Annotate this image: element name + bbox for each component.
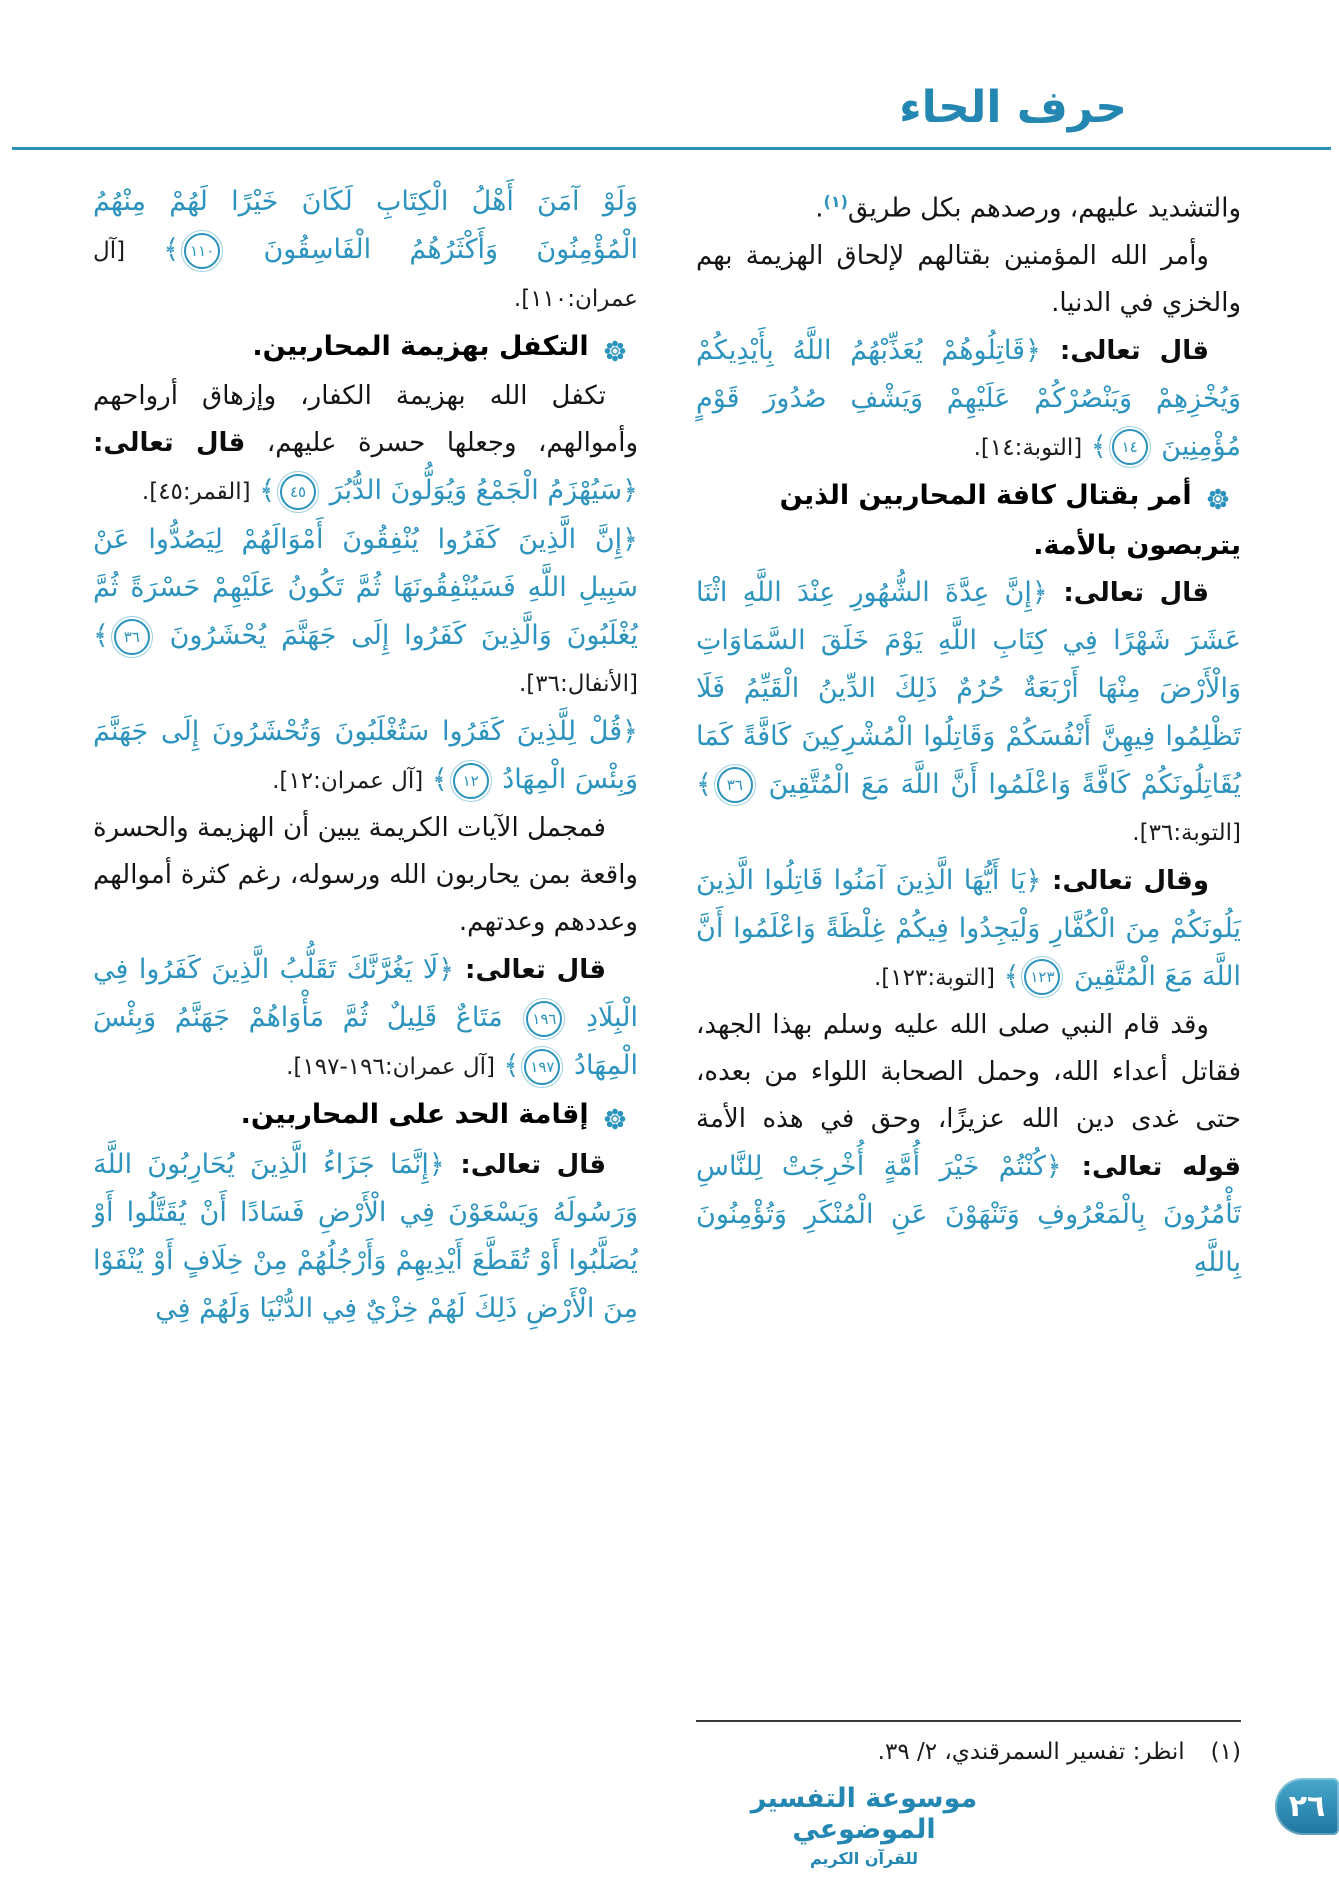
quran-text: ﴿كُنْتُمْ خَيْرَ أُمَّةٍ أُخْرِجَتْ لِلنَّاسِ تَأْمُرُونَ بِالْمَعْرُوفِ وَتَنْهَوْنَ عَنِ الْمُنْكَرِ وَتُؤْمِنُونَ بِاللَّهِ bbox=[696, 1150, 1241, 1278]
quran-text: ﴾ bbox=[250, 475, 276, 506]
prose-text: . bbox=[815, 193, 824, 224]
page-number: ٢٦ bbox=[1288, 1789, 1326, 1824]
page-content bbox=[93, 178, 1241, 1770]
verse-reference: [الأنفال:٣٦]. bbox=[519, 671, 638, 697]
heading-text: التكفل بهزيمة المحاربين. bbox=[252, 331, 598, 362]
body-paragraph bbox=[696, 857, 1241, 1002]
footnote-number: (١) bbox=[1210, 1739, 1241, 1765]
quran-text: ﴿سَيُهْزَمُ الْجَمْعُ وَيُوَلُّونَ الدُّبُرَ bbox=[321, 475, 638, 506]
chapter-title: حرف الحاء bbox=[899, 82, 1127, 133]
column-right-paragraphs bbox=[696, 178, 1241, 1287]
column-right bbox=[696, 178, 1241, 1770]
quran-text: ﴿قُلْ لِلَّذِينَ كَفَرُوا سَتُغْلَبُونَ وَتُحْشَرُونَ إِلَى جَهَنَّمَ وَبِئْسَ الْمِهَادُ bbox=[93, 716, 638, 795]
quran-text: ﴿إِنَّ عِدَّةَ الشُّهُورِ عِنْدَ اللَّهِ اثْنَا عَشَرَ شَهْرًا فِي كِتَابِ اللَّهِ يَوْمَ خَلَقَ السَّمَاوَاتِ وَالْأَرْضَ مِنْهَا أَرْبَعَةٌ حُرُمٌ ذَلِكَ الدِّينُ الْقَيِّمُ فَلَا تَظْلِمُوا فِيهِنَّ أَنْفُسَكُمْ وَقَاتِلُوا الْمُشْرِكِينَ كَافَّةً كَمَا يُقَاتِلُونَكُمْ كَافَّةً وَاعْلَمُوا أَنَّ اللَّهَ مَعَ الْمُتَّقِينَ bbox=[696, 576, 1241, 800]
quran-text: ﴾ bbox=[494, 1050, 520, 1081]
body-paragraph bbox=[93, 373, 638, 516]
quran-verse-paragraph bbox=[93, 516, 638, 708]
flower-ornament-icon bbox=[604, 1094, 632, 1141]
bold-text: قال تعالى: bbox=[93, 428, 246, 458]
body-paragraph bbox=[696, 569, 1241, 857]
ayah-number-medallion: ١٢ bbox=[453, 763, 489, 799]
logo-title: موسوعة التفسير الموضوعي bbox=[750, 1783, 978, 1845]
header-divider bbox=[12, 147, 1331, 150]
column-left bbox=[93, 178, 638, 1770]
prose-text: وأمر الله المؤمنين بقتالهم لإلحاق الهزيمة بهم والخزي في الدنيا. bbox=[696, 240, 1241, 318]
verse-reference: [التوبة:٣٦]. bbox=[1132, 819, 1241, 846]
body-paragraph bbox=[696, 233, 1241, 327]
prose-text: تكفل الله بهزيمة الكفار، وإزهاق أرواحهم وأموالهم، وجعلها حسرة عليهم، bbox=[93, 381, 638, 458]
verse-reference: [آل عمران:١٩٦-١٩٧]. bbox=[286, 1054, 495, 1080]
quran-text: ﴿إِنَّ الَّذِينَ كَفَرُوا يُنْفِقُونَ أَمْوَالَهُمْ لِيَصُدُّوا عَنْ سَبِيلِ اللَّهِ فَسَيُنْفِقُونَهَا ثُمَّ تَكُونُ عَلَيْهِمْ حَسْرَةً ثُمَّ يُغْلَبُونَ وَالَّذِينَ كَفَرُوا إِلَى جَهَنَّمَ يُحْشَرُونَ bbox=[93, 524, 638, 651]
quran-text: ﴿يَا أَيُّهَا الَّذِينَ آمَنُوا قَاتِلُوا الَّذِينَ يَلُونَكُمْ مِنَ الْكُفَّارِ وَلْيَجِدُوا فِيكُمْ غِلْظَةً وَاعْلَمُوا أَنَّ اللَّهَ مَعَ الْمُتَّقِينَ bbox=[696, 864, 1241, 992]
ayah-number-medallion: ١٤ bbox=[1112, 429, 1148, 465]
footnote-marker: (١) bbox=[823, 192, 848, 211]
quran-text: مَتَاعٌ قَلِيلٌ ثُمَّ مَأْوَاهُمْ جَهَنَّمُ وَبِئْسَ الْمِهَادُ bbox=[93, 1002, 638, 1081]
body-paragraph bbox=[696, 327, 1241, 472]
footnote-divider bbox=[696, 1720, 1241, 1722]
prose-text: والتشديد عليهم، ورصدهم بكل طريق bbox=[847, 193, 1241, 224]
verse-reference: [آل عمران:١١٠]. bbox=[93, 238, 638, 312]
section-heading bbox=[93, 1091, 638, 1141]
bold-text: قال تعالى: bbox=[444, 1150, 606, 1180]
quran-text: ﴾ bbox=[125, 234, 180, 265]
quran-text: ﴾ bbox=[696, 768, 712, 800]
quran-verse-paragraph bbox=[93, 708, 638, 805]
publisher-logo bbox=[724, 1783, 1004, 1868]
verse-reference: [آل عمران:١٢]. bbox=[272, 768, 424, 794]
bold-text: قوله تعالى: bbox=[1061, 1151, 1242, 1182]
bold-text: قال تعالى: bbox=[454, 955, 606, 985]
body-paragraph bbox=[93, 946, 638, 1091]
quran-text: ﴾ bbox=[423, 764, 448, 795]
bold-text: قال تعالى: bbox=[1040, 335, 1209, 366]
footnote-body: انظر: تفسير السمرقندي، ٢/ ٣٩. bbox=[877, 1739, 1185, 1765]
ayah-number-medallion: ٤٥ bbox=[280, 474, 316, 510]
quran-text: وَلَوْ آمَنَ أَهْلُ الْكِتَابِ لَكَانَ خَيْرًا لَهُمْ مِنْهُمُ الْمُؤْمِنُونَ وَأَكْثَرُهُمُ الْفَاسِقُونَ bbox=[93, 186, 638, 265]
footnote-line bbox=[696, 1734, 1241, 1770]
ayah-number-medallion: ١١٠ bbox=[184, 233, 220, 269]
page-number-badge bbox=[1275, 1778, 1339, 1835]
quran-text: ﴿قَاتِلُوهُمْ يُعَذِّبْهُمُ اللَّهُ بِأَيْدِيكُمْ وَيُخْزِهِمْ وَيَنْصُرْكُمْ عَلَيْهِمْ وَيَشْفِ صُدُورَ قَوْمٍ مُؤْمِنِينَ bbox=[696, 334, 1241, 462]
quran-text: ﴾ bbox=[1082, 430, 1107, 462]
verse-reference: [القمر:٤٥]. bbox=[141, 479, 251, 505]
heading-text: أمر بقتال كافة المحاربين الذين يتربصون بالأمة. bbox=[779, 479, 1241, 561]
ayah-number-medallion: ١٩٧ bbox=[524, 1049, 560, 1085]
body-paragraph bbox=[696, 1002, 1241, 1287]
quran-verse-paragraph bbox=[93, 178, 638, 323]
body-paragraph bbox=[93, 1141, 638, 1333]
ayah-number-medallion: ٣٦ bbox=[717, 767, 753, 803]
ayah-number-medallion: ٣٦ bbox=[114, 619, 150, 655]
quran-text: ﴿لَا يَغُرَّنَّكَ تَقَلُّبُ الَّذِينَ كَفَرُوا فِي الْبِلَادِ bbox=[93, 954, 638, 1033]
flower-ornament-icon bbox=[604, 326, 632, 373]
body-paragraph bbox=[696, 178, 1241, 233]
logo-subtitle: للقرآن الكريم bbox=[809, 1849, 919, 1868]
verse-reference: [التوبة:١٤]. bbox=[973, 434, 1083, 461]
ayah-number-medallion: ١٩٦ bbox=[526, 1001, 562, 1037]
section-heading bbox=[93, 323, 638, 373]
footnote bbox=[696, 1720, 1241, 1770]
prose-text: وقد قام النبي صلى الله عليه وسلم بهذا الجهد، فقاتل أعداء الله، وحمل الصحابة اللواء من بعده، حتى غدى دين الله عزيزًا، وحق في هذه الأمة bbox=[696, 1009, 1241, 1134]
quran-text: ﴾ bbox=[995, 960, 1020, 992]
heading-text: إقامة الحد على المحاربين. bbox=[240, 1099, 598, 1130]
prose-text: فمجمل الآيات الكريمة يبين أن الهزيمة والحسرة واقعة بمن يحاربون الله ورسوله، رغم كثرة أموالهم وعددهم وعدتهم. bbox=[93, 813, 638, 937]
body-paragraph bbox=[93, 805, 638, 946]
flower-ornament-icon bbox=[1207, 475, 1235, 522]
section-heading bbox=[696, 472, 1241, 569]
bold-text: وقال تعالى: bbox=[1041, 865, 1209, 896]
quran-text: ﴿إِنَّمَا جَزَاءُ الَّذِينَ يُحَارِبُونَ اللَّهَ وَرَسُولَهُ وَيَسْعَوْنَ فِي الْأَرْضِ فَسَادًا أَنْ يُقَتَّلُوا أَوْ يُصَلَّبُوا أَوْ تُقَطَّعَ أَيْدِيهِمْ وَأَرْجُلُهُمْ مِنْ خِلَافٍ أَوْ يُنْفَوْا مِنَ الْأَرْضِ ذَلِكَ لَهُمْ خِزْيٌ فِي الدُّنْيَا وَلَهُمْ فِي bbox=[93, 1149, 638, 1324]
ayah-number-medallion: ١٢٣ bbox=[1024, 959, 1060, 995]
bold-text: قال تعالى: bbox=[1047, 577, 1209, 608]
verse-reference: [التوبة:١٢٣]. bbox=[873, 964, 996, 991]
quran-text: ﴾ bbox=[93, 620, 109, 651]
